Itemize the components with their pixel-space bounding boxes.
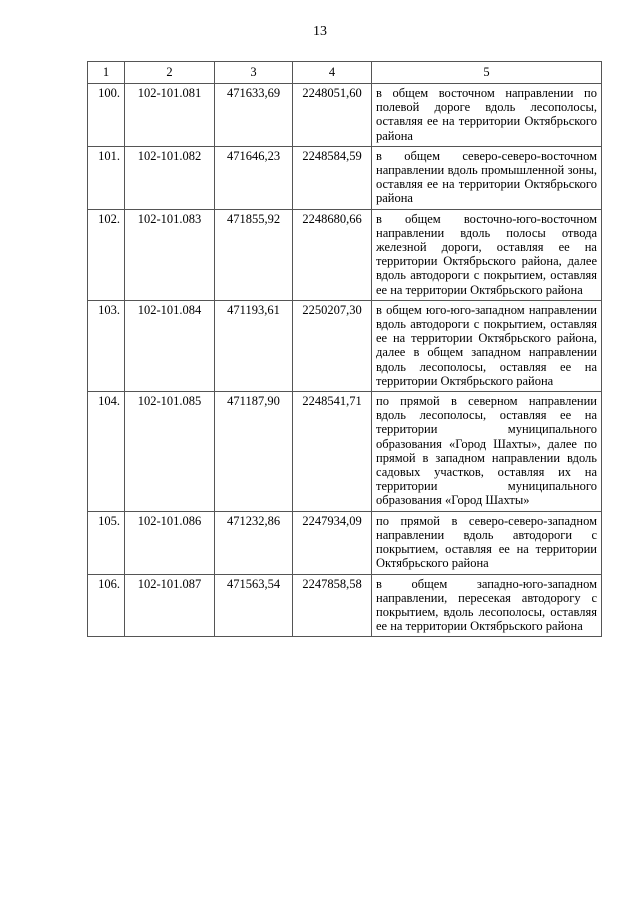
coordinate-y: 2248584,59 xyxy=(293,146,372,209)
coordinate-x: 471855,92 xyxy=(215,209,293,300)
coordinate-y: 2247858,58 xyxy=(293,574,372,637)
point-code: 102-101.087 xyxy=(125,574,215,637)
coordinate-x: 471646,23 xyxy=(215,146,293,209)
coordinate-x: 471232,86 xyxy=(215,511,293,574)
column-header-4: 4 xyxy=(293,62,372,84)
table-row xyxy=(88,209,602,300)
row-number: 105. xyxy=(88,511,125,574)
row-number: 106. xyxy=(88,574,125,637)
point-code: 102-101.085 xyxy=(125,392,215,512)
table-row xyxy=(88,84,602,147)
coordinate-x: 471187,90 xyxy=(215,392,293,512)
row-number: 101. xyxy=(88,146,125,209)
point-code: 102-101.082 xyxy=(125,146,215,209)
boundary-description: в общем северо-северо-восточном направлении вдоль промышленной зоны, оставляя ее на территории Октябрьского района xyxy=(372,146,602,209)
row-number: 103. xyxy=(88,300,125,391)
column-header-5: 5 xyxy=(372,62,602,84)
point-code: 102-101.083 xyxy=(125,209,215,300)
table-row xyxy=(88,392,602,512)
coordinate-y: 2247934,09 xyxy=(293,511,372,574)
column-header-2: 2 xyxy=(125,62,215,84)
coordinate-y: 2250207,30 xyxy=(293,300,372,391)
boundary-description: в общем юго-юго-западном направлении вдоль автодороги с покрытием, оставляя ее на территории Октябрьского района, далее в общем западном направлении вдоль лесополосы, оставляя ее на территории Октябрьского района xyxy=(372,300,602,391)
point-code: 102-101.084 xyxy=(125,300,215,391)
row-number: 100. xyxy=(88,84,125,147)
coordinate-x: 471193,61 xyxy=(215,300,293,391)
row-number: 102. xyxy=(88,209,125,300)
column-header-3: 3 xyxy=(215,62,293,84)
table-header-row xyxy=(88,62,602,84)
page-number: 13 xyxy=(313,24,327,39)
coordinate-y: 2248051,60 xyxy=(293,84,372,147)
boundary-points-table xyxy=(87,61,602,637)
point-code: 102-101.081 xyxy=(125,84,215,147)
coordinate-y: 2248541,71 xyxy=(293,392,372,512)
table-row xyxy=(88,574,602,637)
table-row xyxy=(88,146,602,209)
boundary-description: по прямой в северном направлении вдоль лесополосы, оставляя ее на территории муниципального образования «Город Шахты», далее по прямой в западном направлении вдоль садовых участков, оставляя их на территории муниципального образования «Город Шахты» xyxy=(372,392,602,512)
boundary-description: в общем восточном направлении по полевой дороге вдоль лесополосы, оставляя ее на территории Октябрьского района xyxy=(372,84,602,147)
table-row xyxy=(88,511,602,574)
row-number: 104. xyxy=(88,392,125,512)
boundary-description: в общем восточно-юго-восточном направлении вдоль полосы отвода железной дороги, оставляя ее на территории Октябрьского района, далее вдоль автодороги с покрытием, оставляя ее на территории Октябрьского района xyxy=(372,209,602,300)
boundary-description: в общем западно-юго-западном направлении, пересекая автодорогу с покрытием, вдоль лесополосы, оставляя ее на территории Октябрьского района xyxy=(372,574,602,637)
point-code: 102-101.086 xyxy=(125,511,215,574)
coordinate-y: 2248680,66 xyxy=(293,209,372,300)
column-header-1: 1 xyxy=(88,62,125,84)
coordinate-x: 471633,69 xyxy=(215,84,293,147)
coordinate-x: 471563,54 xyxy=(215,574,293,637)
boundary-description: по прямой в северо-северо-западном направлении вдоль автодороги с покрытием, оставляя ее на территории Октябрьского района xyxy=(372,511,602,574)
table-row xyxy=(88,300,602,391)
